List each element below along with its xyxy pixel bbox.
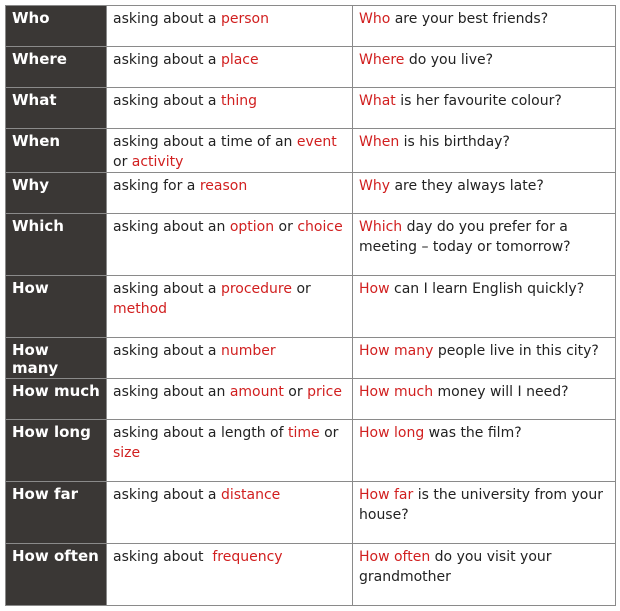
example-segment: do you visit your grandmother (359, 549, 556, 585)
usage-segment: asking about a time of an (113, 134, 297, 150)
usage-cell (107, 420, 353, 482)
usage-segment-highlight: amount (229, 384, 284, 400)
example-cell (353, 173, 616, 214)
usage-segment-highlight: frequency (212, 549, 283, 565)
table-row (6, 338, 616, 379)
table-row (6, 6, 616, 47)
usage-segment: or (283, 384, 308, 400)
example-cell (353, 276, 616, 338)
example-cell (353, 214, 616, 276)
usage-cell (107, 338, 353, 379)
example-segment-highlight: How many (359, 343, 434, 359)
question-word-cell: How far (6, 482, 107, 544)
usage-segment-highlight: option (229, 219, 275, 235)
usage-segment-highlight: choice (297, 219, 343, 235)
usage-segment: asking about an (113, 384, 230, 400)
usage-cell (107, 6, 353, 47)
usage-segment: asking about (113, 549, 213, 565)
usage-segment: or (292, 281, 316, 297)
table-row (6, 88, 616, 129)
usage-segment: asking about a (113, 52, 221, 68)
usage-segment-highlight: procedure (220, 281, 292, 297)
question-word-cell: How many (6, 338, 107, 379)
table-row (6, 276, 616, 338)
example-segment-highlight: How much (359, 384, 434, 400)
table-row (6, 420, 616, 482)
usage-segment: asking about an (113, 219, 230, 235)
usage-segment-highlight: price (307, 384, 342, 400)
usage-segment: or (319, 425, 343, 441)
usage-segment-highlight: distance (220, 487, 281, 503)
usage-segment-highlight: person (220, 11, 269, 27)
usage-cell (107, 173, 353, 214)
usage-cell (107, 276, 353, 338)
table-row (6, 214, 616, 276)
usage-segment-highlight: method (113, 301, 168, 317)
usage-segment-highlight: event (296, 134, 337, 150)
example-segment: is her favourite colour? (395, 93, 562, 109)
example-segment: people live in this city? (433, 343, 599, 359)
usage-segment-highlight: activity (131, 154, 184, 170)
usage-segment-highlight: place (220, 52, 259, 68)
question-word-cell: What (6, 88, 107, 129)
usage-segment-highlight: size (113, 445, 141, 461)
example-segment: is his birthday? (399, 134, 510, 150)
example-segment-highlight: How (359, 281, 390, 297)
table-row (6, 482, 616, 544)
example-segment-highlight: How far (359, 487, 414, 503)
question-word-cell: Why (6, 173, 107, 214)
example-segment-highlight: Where (359, 52, 405, 68)
usage-segment: asking about a (113, 11, 221, 27)
example-segment: can I learn English quickly? (389, 281, 585, 297)
table-row (6, 129, 616, 173)
example-segment: are your best friends? (390, 11, 549, 27)
question-word-cell: How often (6, 544, 107, 606)
usage-cell (107, 379, 353, 420)
question-word-cell: Which (6, 214, 107, 276)
example-segment: was the film? (424, 425, 522, 441)
example-cell (353, 482, 616, 544)
example-segment-highlight: What (359, 93, 396, 109)
question-word-cell: Who (6, 6, 107, 47)
usage-segment: asking about a (113, 487, 221, 503)
usage-cell (107, 482, 353, 544)
usage-cell (107, 47, 353, 88)
usage-segment: asking about a length of (113, 425, 288, 441)
table-row (6, 544, 616, 606)
usage-cell (107, 214, 353, 276)
usage-segment-highlight: thing (220, 93, 257, 109)
question-word-cell: How (6, 276, 107, 338)
example-segment: money will I need? (433, 384, 569, 400)
example-cell (353, 88, 616, 129)
example-segment-highlight: Which (359, 219, 403, 235)
example-segment-highlight: How long (359, 425, 425, 441)
example-segment-highlight: When (359, 134, 400, 150)
example-segment: day do you prefer for a meeting – today or tomorrow? (359, 219, 573, 255)
table-row (6, 379, 616, 420)
example-segment: is the university from your house? (359, 487, 608, 523)
example-segment: are they always late? (390, 178, 544, 194)
usage-segment-highlight: number (220, 343, 276, 359)
usage-cell (107, 544, 353, 606)
example-cell (353, 129, 616, 173)
example-cell (353, 6, 616, 47)
example-cell (353, 544, 616, 606)
usage-segment: asking about a (113, 281, 221, 297)
example-segment-highlight: How often (359, 549, 431, 565)
example-cell (353, 338, 616, 379)
question-word-cell: How long (6, 420, 107, 482)
usage-cell (107, 88, 353, 129)
table-row (6, 173, 616, 214)
question-word-cell: How much (6, 379, 107, 420)
question-word-cell: When (6, 129, 107, 173)
usage-segment-highlight: time (287, 425, 320, 441)
example-cell (353, 420, 616, 482)
table-row (6, 47, 616, 88)
example-segment-highlight: Who (359, 11, 391, 27)
example-cell (353, 47, 616, 88)
usage-segment: asking about a (113, 343, 221, 359)
usage-cell (107, 129, 353, 173)
example-cell (353, 379, 616, 420)
question-words-table (5, 5, 616, 606)
usage-segment: or (113, 134, 342, 170)
usage-segment: or (274, 219, 298, 235)
example-segment-highlight: Why (359, 178, 391, 194)
table-body (6, 6, 616, 606)
usage-segment: asking for a (113, 178, 200, 194)
usage-segment: asking about a (113, 93, 221, 109)
usage-segment-highlight: reason (199, 178, 248, 194)
question-word-cell: Where (6, 47, 107, 88)
example-segment: do you live? (404, 52, 494, 68)
